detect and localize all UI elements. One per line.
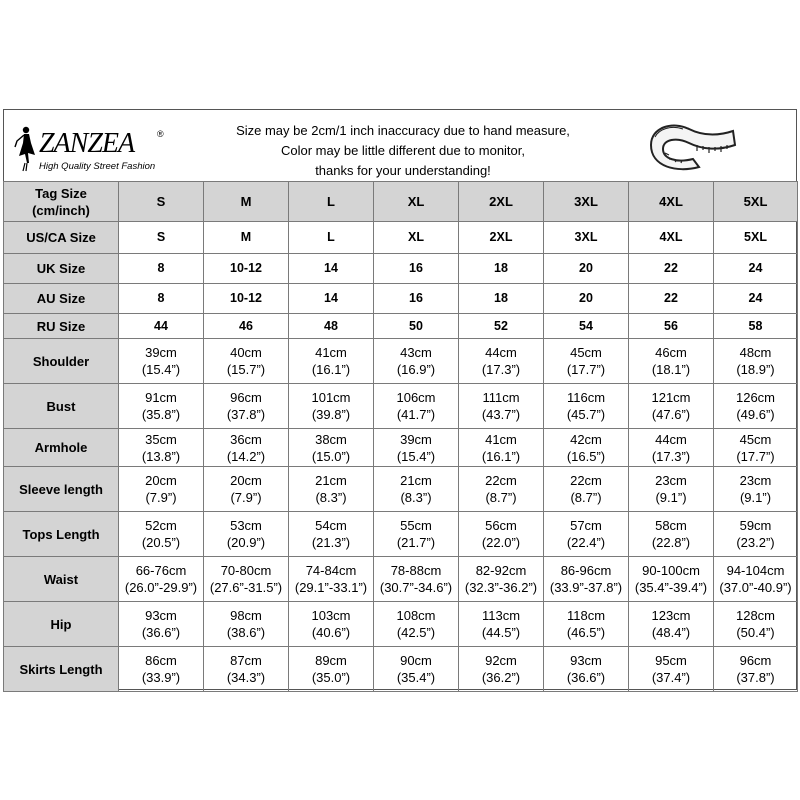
table-cell [289,647,374,692]
table-cell [629,647,714,692]
header-row [4,182,798,222]
table-cell: XL [374,222,459,254]
table-cell [204,647,289,692]
table-cell [544,647,629,692]
table-cell [119,339,204,384]
inch-value: (37.8”) [736,670,775,685]
inch-value: (8.3”) [400,490,432,505]
cm-value: 128cm [735,608,776,623]
table-row [4,314,798,339]
table-cell [289,557,374,602]
table-row [4,429,798,467]
inch-value: (22.8”) [651,535,691,550]
row-label: Tops Length [4,512,119,557]
inch-value: (36.6”) [141,625,181,640]
row-label: AU Size [4,284,119,314]
table-cell [204,467,289,512]
inch-value: (7.9”) [230,490,262,505]
table-cell [119,557,204,602]
cm-value: 40cm [230,345,262,360]
size-column-header: M [204,182,289,222]
table-cell: 20 [544,284,629,314]
table-cell: 18 [459,284,544,314]
notice-line: thanks for your understanding! [315,163,491,178]
cm-value: 59cm [739,518,772,533]
cm-value: 43cm [400,345,432,360]
table-cell [459,557,544,602]
cm-value: 20cm [145,473,177,488]
cm-value: 87cm [230,653,262,668]
table-cell [629,512,714,557]
cm-value: 98cm [230,608,262,623]
table-cell [629,384,714,429]
table-cell: 20 [544,254,629,284]
table-cell [544,512,629,557]
table-cell [459,512,544,557]
table-cell: 56 [629,314,714,339]
table-cell [629,467,714,512]
table-cell: 46 [204,314,289,339]
inch-value: (34.3”) [226,670,266,685]
table-cell [459,429,544,467]
table-cell: 24 [714,284,798,314]
size-column-header: S [119,182,204,222]
cm-value: 22cm [570,473,602,488]
inch-value: (30.7”-34.6”) [379,580,453,595]
cm-value: 38cm [315,431,347,447]
inch-value: (35.4”) [396,670,436,685]
cm-value: 35cm [145,431,177,447]
notice-line: Size may be 2cm/1 inch inaccuracy due to hand measure, [236,123,570,138]
table-cell: 50 [374,314,459,339]
cm-value: 108cm [396,608,436,623]
table-cell: 8 [119,284,204,314]
cm-value: 45cm [739,431,772,447]
table-row [4,254,798,284]
cm-value: 91cm [145,390,177,405]
table-cell: 22 [629,254,714,284]
cm-value: 93cm [570,653,602,668]
cm-value: 39cm [145,345,177,360]
inch-value: (18.1”) [651,362,691,377]
table-cell [374,602,459,647]
cm-value: 123cm [651,608,691,623]
table-cell [629,339,714,384]
table-cell: 52 [459,314,544,339]
cm-value: 22cm [485,473,517,488]
inch-value: (40.6”) [311,625,351,640]
inch-value: (37.4”) [651,670,691,685]
table-cell [204,339,289,384]
table-cell [629,557,714,602]
table-cell [459,467,544,512]
table-cell [374,557,459,602]
row-label: Hip [4,602,119,647]
table-row [4,284,798,314]
table-cell [374,429,459,467]
row-label: Waist [4,557,119,602]
cm-value: 23cm [655,473,687,488]
cm-value: 70-80cm [220,563,272,578]
cm-value: 126cm [735,390,776,405]
tag-size-label-line: Tag Size [35,185,87,201]
table-cell [374,512,459,557]
table-cell [119,467,204,512]
cm-value: 66-76cm [135,563,187,578]
inch-value: (37.0”-40.9”) [719,580,792,595]
cm-value: 111cm [482,390,520,405]
inch-value: (21.7”) [396,535,436,550]
table-cell: 10-12 [204,254,289,284]
size-column-header: L [289,182,374,222]
inch-value: (13.8”) [141,448,181,464]
inch-value: (32.3”-36.2”) [464,580,538,595]
table-cell: 54 [544,314,629,339]
table-cell [714,384,798,429]
cm-value: 23cm [739,473,772,488]
cm-value: 86cm [145,653,177,668]
inch-value: (17.3”) [651,448,691,464]
table-cell [714,467,798,512]
cm-value: 103cm [311,608,351,623]
measuring-tape-icon [643,115,739,177]
inch-value: (22.4”) [566,535,606,550]
inch-value: (9.1”) [655,490,687,505]
cm-value: 78-88cm [390,563,442,578]
table-cell: 44 [119,314,204,339]
table-cell [204,602,289,647]
table-cell: 22 [629,284,714,314]
cm-value: 36cm [230,431,262,447]
cm-value: 46cm [655,345,687,360]
cm-value: 45cm [570,345,602,360]
inch-value: (8.3”) [315,490,347,505]
inch-value: (41.7”) [396,407,436,422]
size-column-header: 2XL [459,182,544,222]
inch-value: (16.1”) [481,448,521,464]
inch-value: (15.0”) [311,448,351,464]
cm-value: 44cm [655,431,687,447]
inch-value: (36.2”) [481,670,521,685]
row-label: US/CA Size [4,222,119,254]
inch-value: (35.0”) [311,670,351,685]
table-cell: S [119,222,204,254]
inch-value: (27.6”-31.5”) [209,580,283,595]
cm-value: 94-104cm [726,563,785,578]
cm-value: 42cm [570,431,602,447]
table-row [4,339,798,384]
table-cell [119,647,204,692]
inch-value: (42.5”) [396,625,436,640]
inch-value: (48.4”) [651,625,691,640]
cm-value: 116cm [566,390,606,405]
cm-value: 101cm [311,390,351,405]
tag-size-header [4,182,119,222]
table-row [4,602,798,647]
table-cell [544,384,629,429]
measurement-notice [203,121,603,181]
inch-value: (9.1”) [739,490,772,505]
table-cell [544,339,629,384]
cm-value: 20cm [230,473,262,488]
inch-value: (16.5”) [566,448,606,464]
inch-value: (16.9”) [396,362,436,377]
cm-value: 44cm [485,345,517,360]
table-cell [459,339,544,384]
inch-value: (16.1”) [311,362,351,377]
cm-value: 21cm [315,473,347,488]
inch-value: (39.8”) [311,407,351,422]
table-cell: 18 [459,254,544,284]
table-cell [714,602,798,647]
table-cell [714,429,798,467]
table-cell [204,429,289,467]
table-cell [544,467,629,512]
table-cell [204,384,289,429]
table-cell [119,512,204,557]
inch-value: (7.9”) [145,490,177,505]
tag-size-label-line: (cm/inch) [32,202,90,218]
cm-value: 74-84cm [305,563,357,578]
fashion-figure-icon [11,125,39,173]
table-cell: 8 [119,254,204,284]
cm-value: 96cm [739,653,772,668]
cm-value: 92cm [485,653,517,668]
row-label: RU Size [4,314,119,339]
table-cell [119,429,204,467]
table-cell [374,467,459,512]
inch-value: (22.0”) [481,535,521,550]
table-cell [629,429,714,467]
row-label: Shoulder [4,339,119,384]
cm-value: 56cm [485,518,517,533]
table-cell: 2XL [459,222,544,254]
table-cell: 14 [289,254,374,284]
inch-value: (15.4”) [141,362,181,377]
table-cell: 14 [289,284,374,314]
table-cell [459,647,544,692]
inch-value: (36.6”) [566,670,606,685]
inch-value: (33.9”) [141,670,181,685]
inch-value: (37.8”) [226,407,266,422]
table-cell: 16 [374,284,459,314]
inch-value: (35.8”) [141,407,181,422]
table-cell [289,512,374,557]
table-cell: 24 [714,254,798,284]
inch-value: (18.9”) [736,362,775,377]
registered-mark: ® [157,129,164,139]
inch-value: (20.5”) [141,535,181,550]
cm-value: 58cm [655,518,687,533]
inch-value: (33.9”-37.8”) [549,580,623,595]
cm-value: 89cm [315,653,347,668]
inch-value: (26.0”-29.9”) [124,580,198,595]
chart-header [3,109,797,181]
table-cell [459,602,544,647]
cm-value: 118cm [566,608,606,623]
table-cell [544,429,629,467]
row-label: Sleeve length [4,467,119,512]
row-label: UK Size [4,254,119,284]
inch-value: (17.7”) [736,448,775,464]
table-cell [289,339,374,384]
table-row [4,512,798,557]
inch-value: (23.2”) [736,535,775,550]
inch-value: (49.6”) [736,407,775,422]
cm-value: 21cm [400,473,432,488]
table-cell [714,339,798,384]
table-cell: L [289,222,374,254]
row-label: Bust [4,384,119,429]
cm-value: 82-92cm [475,563,527,578]
table-cell [204,557,289,602]
table-cell [119,384,204,429]
table-cell: 10-12 [204,284,289,314]
brand-tagline: High Quality Street Fashion [39,161,156,172]
table-cell [204,512,289,557]
cm-value: 86-96cm [560,563,612,578]
inch-value: (29.1”-33.1”) [294,580,368,595]
table-cell [714,512,798,557]
cm-value: 121cm [651,390,691,405]
table-cell: 3XL [544,222,629,254]
cm-value: 106cm [396,390,436,405]
inch-value: (45.7”) [566,407,606,422]
inch-value: (46.5”) [566,625,606,640]
table-row [4,384,798,429]
cm-value: 41cm [315,345,347,360]
inch-value: (15.7”) [226,362,266,377]
table-cell [374,384,459,429]
cm-value: 39cm [400,431,432,447]
inch-value: (14.2”) [226,448,266,464]
table-row [4,647,798,692]
notice-line: Color may be little different due to monitor, [281,143,525,158]
inch-value: (8.7”) [570,490,602,505]
table-cell [714,647,798,692]
table-cell: 48 [289,314,374,339]
inch-value: (15.4”) [396,448,436,464]
table-cell [289,429,374,467]
inch-value: (17.3”) [481,362,521,377]
cm-value: 52cm [145,518,177,533]
table-cell [289,384,374,429]
inch-value: (50.4”) [736,625,775,640]
row-label: Armhole [4,429,119,467]
table-cell [119,602,204,647]
cm-value: 95cm [655,653,687,668]
table-cell: M [204,222,289,254]
size-column-header: 5XL [714,182,798,222]
table-cell [629,602,714,647]
inch-value: (44.5”) [481,625,521,640]
cm-value: 93cm [145,608,177,623]
cm-value: 90-100cm [642,563,700,578]
table-cell [544,557,629,602]
size-chart-table [3,181,798,692]
table-cell [459,384,544,429]
table-cell [289,467,374,512]
table-cell [714,557,798,602]
cm-value: 53cm [230,518,262,533]
inch-value: (47.6”) [651,407,691,422]
brand-name: ZANZEA [39,128,135,159]
inch-value: (38.6”) [226,625,266,640]
size-column-header: 3XL [544,182,629,222]
cm-value: 48cm [739,345,772,360]
cm-value: 57cm [570,518,602,533]
table-cell [374,647,459,692]
inch-value: (21.3”) [311,535,351,550]
cm-value: 90cm [400,653,432,668]
table-row [4,557,798,602]
cm-value: 113cm [481,608,521,623]
cm-value: 96cm [230,390,262,405]
size-column-header: 4XL [629,182,714,222]
inch-value: (43.7”) [481,407,521,422]
row-label: Skirts Length [4,647,119,692]
inch-value: (35.4”-39.4”) [634,580,708,595]
cm-value: 41cm [485,431,517,447]
table-cell: 5XL [714,222,798,254]
table-row [4,222,798,254]
table-cell [374,339,459,384]
inch-value: (20.9”) [226,535,266,550]
table-cell: 58 [714,314,798,339]
size-column-header: XL [374,182,459,222]
brand-logo [9,121,184,179]
inch-value: (17.7”) [566,362,606,377]
table-cell [544,602,629,647]
table-row [4,467,798,512]
table-cell [289,602,374,647]
cm-value: 54cm [315,518,347,533]
table-cell: 16 [374,254,459,284]
inch-value: (8.7”) [485,490,517,505]
cm-value: 55cm [400,518,432,533]
table-cell: 4XL [629,222,714,254]
